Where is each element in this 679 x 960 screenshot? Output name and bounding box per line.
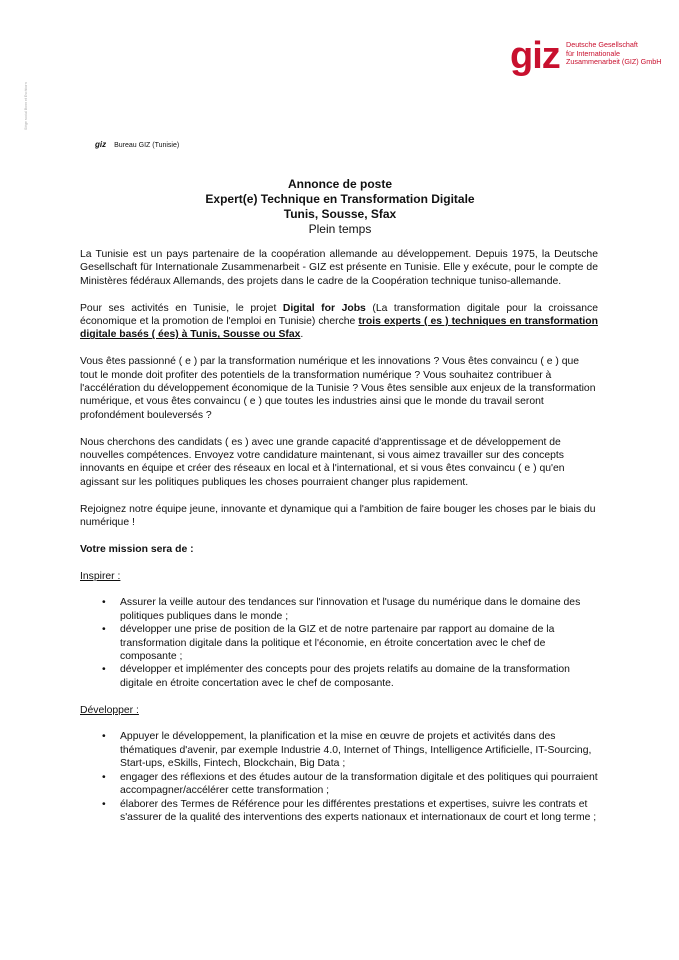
inspire-list (80, 596, 598, 690)
candidates-paragraph: Nous cherchons des candidats ( es ) avec une grande capacité d'apprentissage et de développement de nouvelles compétences. Envoyez votre candidature maintenant, si vous aimez travailler sur des concepts innovants en équipe et créer des réseaux en local et à l'international, et si vous êtes convaincu ( e ) qu'en agissant sur les politiques publiques les choses pourraient changer plus rapidement. (80, 436, 565, 488)
list-item: • Appuyer le développement, la planification et la mise en œuvre de projets et activités dans des thématiques d'avenir, par exemple Industrie 4.0, Internet of Things, Intelligence Artificielle, IT-Sourcing, Start-ups, eSkills, Fintech, Blockchain, Big Data ; (102, 731, 592, 770)
intro-paragraph: La Tunisie est un pays partenaire de la coopération allemande au développement. Depuis 1975, la Deutsche Gesellschaft für Internationale Zusammenarbeit - GIZ est présente en Tunisie. Elle y exécute, pour le compte de Ministères fédéraux Allemands, des projets dans le cadre de la Coopération technique tuniso-allemande. (80, 249, 598, 287)
bullet-icon: • (102, 624, 106, 636)
list-item: • engager des réflexions et des études autour de la transformation digitale et des politiques qui pourraient accompagner/accélérer cette transformation ; (102, 771, 598, 797)
job-title: Expert(e) Technique en Transformation Digitale (205, 192, 475, 206)
giz-logo-mark: giz (510, 35, 560, 77)
list-item: • développer et implémenter des concepts pour des projets relatifs au domaine de la transformation digitale en étroite concertation avec le chef de composante. (102, 664, 570, 689)
small-giz-logo: giz (95, 140, 107, 149)
bullet-icon: • (102, 798, 106, 810)
section-heading-inspire: Inspirer : (80, 570, 121, 582)
join-paragraph: Rejoignez notre équipe jeune, innovante et dynamique qui a l'ambition de faire bouger les choses par le biais du numérique ! (80, 503, 596, 529)
project-paragraph: Pour ses activités en Tunisie, le projet Digital for Jobs (La transformation digitale pour la croissance économique et la promotion de l'emploi en Tunisie) cherche trois experts ( es ) techniques en transformation digitale basés ( ées) à Tunis, Sousse ou Sfax. (80, 302, 598, 341)
logo-line: Deutsche Gesellschaft (566, 40, 638, 49)
develop-list (80, 730, 598, 824)
list-item: • développer une prise de position de la GIZ et de notre partenaire par rapport au domaine de la transformation digitale dans la politique et l'économie, en étroite concertation avec le chef de composante ; (102, 624, 555, 663)
bullet-icon: • (102, 597, 106, 609)
logo-line: Zusammenarbeit (GIZ) GmbH (566, 57, 662, 67)
margin-note: Siège social Bonn et Eschborn (24, 82, 28, 130)
mission-heading: Votre mission sera de : (80, 543, 194, 555)
motivation-paragraph: Vous êtes passionné ( e ) par la transformation numérique et les innovations ? Vous êtes convaincu ( e ) que tout le monde doit profiter des potentiels de la transformation numérique ? Vous souhaitez contribuer à l'accélération du développement économique de la Tunisie ? Vous êtes sensible aux enjeux de la transformation numérique, et vous êtes convaincu ( e ) que toutes les industries ainsi que le monde du travail seront profondément bouleversés ? (80, 356, 596, 421)
list-item: • Assurer la veille autour des tendances sur l'innovation et l'usage du numérique dans le domaine des politiques publiques dans le monde ; (102, 597, 581, 622)
bullet-icon: • (102, 731, 106, 743)
logo-line: für Internationale (566, 48, 620, 58)
job-schedule: Plein temps (308, 222, 372, 236)
office-label: Bureau GIZ (Tunisie) (114, 142, 180, 149)
giz-logo-text (566, 41, 661, 67)
list-item: • élaborer des Termes de Référence pour les différentes prestations et expertises, suivre les contrats et s'assurer de la qualité des interventions des experts nationaux et internationaux de court et long terme ; (102, 798, 597, 823)
document-body (80, 248, 598, 824)
announcement-heading: Annonce de poste (287, 177, 392, 191)
job-title-block (80, 177, 600, 237)
job-locations: Tunis, Sousse, Sfax (283, 207, 397, 221)
project-name: Digital for Jobs (282, 302, 366, 314)
section-heading-develop: Développer : (80, 704, 139, 716)
positions-highlight: trois experts ( es ) techniques en transformation digitale basés ( ées) à Tunis, Sousse ou Sfax (80, 316, 598, 341)
bullet-icon: • (102, 771, 106, 783)
office-line (95, 140, 179, 149)
bullet-icon: • (102, 664, 106, 676)
